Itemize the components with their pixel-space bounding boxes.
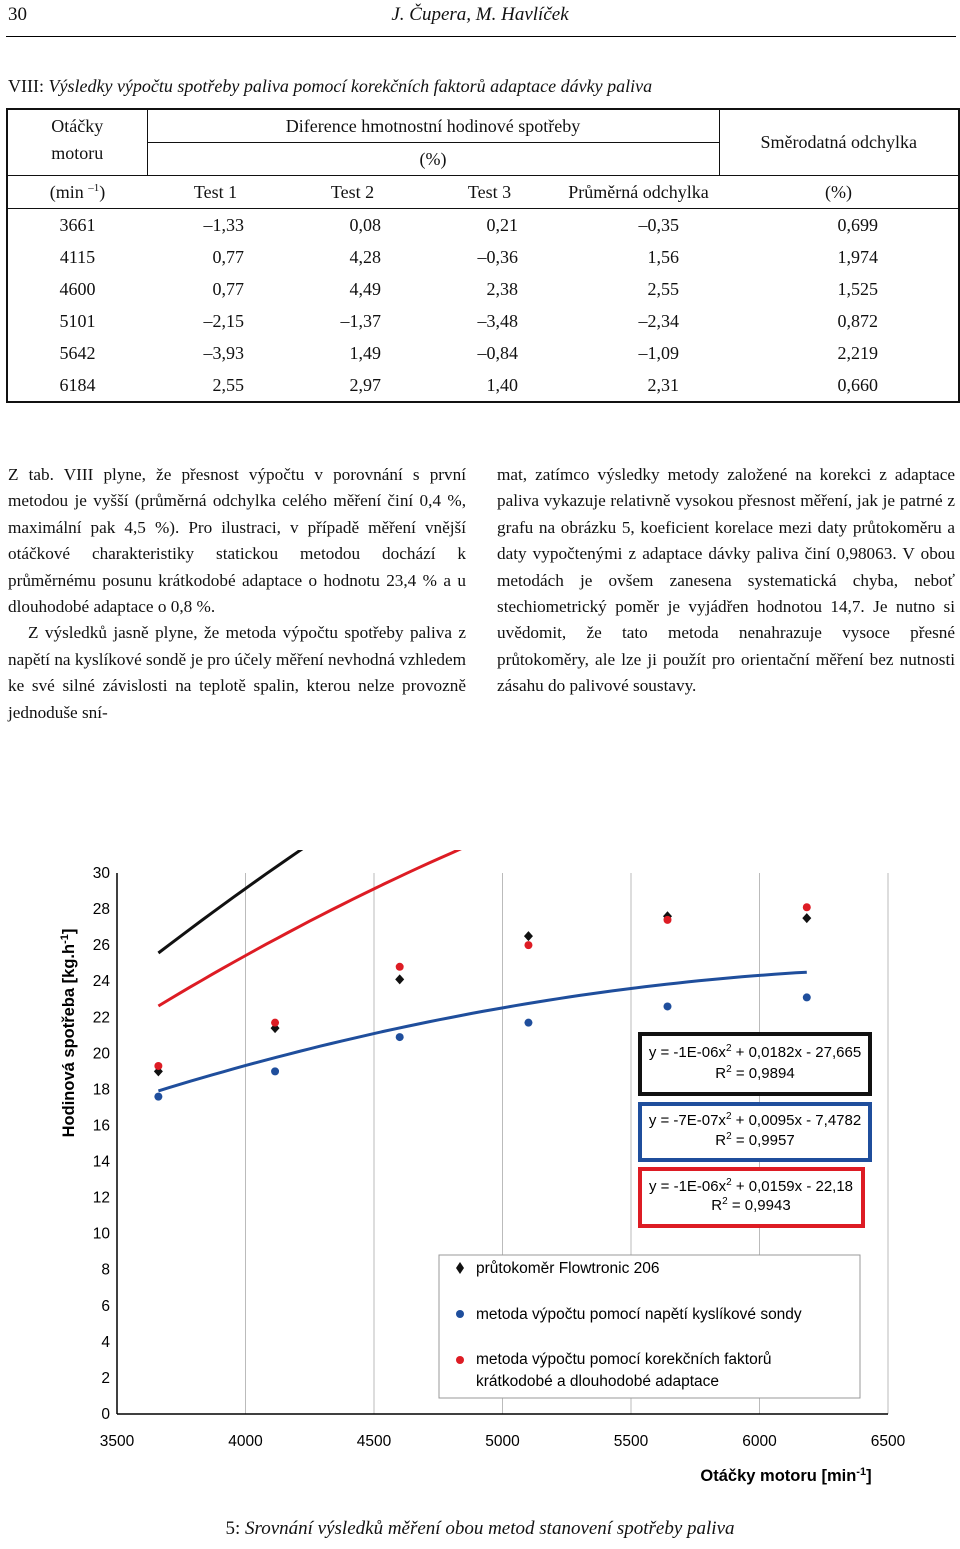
equation-lambda: $y = -7E-07x^2 + 0,0095x - 7,4782$ <box>648 1111 862 1129</box>
data-point <box>154 1062 162 1070</box>
r2-correction: $R^2 = 0,9943$ <box>711 1196 791 1214</box>
header-otacky: Otáčky <box>7 109 147 143</box>
data-point <box>802 913 811 923</box>
header-test3: Test 3 <box>421 176 558 209</box>
table-cell: 2,31 <box>647 374 679 395</box>
table-caption <box>8 76 652 97</box>
equation-correction: $y = -1E-06x^2 + 0,0159x - 22,18$ <box>648 1177 854 1195</box>
table-cell: –2,34 <box>638 310 679 331</box>
table-cell: 4,49 <box>349 278 381 299</box>
legend-label-lambda: metoda výpočtu pomocí napětí kyslíkové sondy <box>476 1306 802 1323</box>
table-cell: 2,55 <box>647 278 679 299</box>
header-smer-unit: (%) <box>719 176 959 209</box>
legend-label-flowtronic: průtokoměr Flowtronic 206 <box>476 1260 660 1277</box>
y-tick-label: 20 <box>92 1045 110 1063</box>
table-cell: 1,974 <box>837 246 878 267</box>
data-point <box>396 963 404 971</box>
table-cell: 5642 <box>59 342 96 363</box>
body-text-left-column <box>8 462 466 726</box>
legend-label-correction-1: metoda výpočtu pomocí korekčních faktorů <box>476 1351 772 1368</box>
table-cell: –3,48 <box>477 310 518 331</box>
y-tick-label: 0 <box>101 1406 110 1423</box>
x-tick-label: 6500 <box>870 1433 906 1450</box>
x-tick-label: 4000 <box>228 1433 263 1450</box>
figure-caption <box>0 1518 960 1540</box>
data-point <box>271 1067 279 1075</box>
paragraph: mat, zatímco výsledky metody založené na korekci z adaptace paliva vykazuje relativně vysokou přesnost měření, jak je patrné z grafu na obrázku 5, koeficient korelace mezi daty průtokoměru a daty vypočtenými z adaptace dávky paliva činí 0,98063. V obou metodách je ovšem zanesena systematická chyba, neboť stechiometrický poměr je vyjádřen hodnotou 14,7. Je nutno si uvědomit, že tato metoda nenahrazuje vysoce přesné průtokoměry, ale lze ji použít pro orientační měření bez nutnosti zásahu do palivové soustavy. <box>497 465 955 696</box>
legend-marker-correction <box>456 1356 464 1364</box>
y-axis-label: Hodinová spotřeba $[kg.h^{-1}]$ <box>59 928 78 1138</box>
data-point <box>396 1033 404 1041</box>
table-cell: 1,49 <box>349 342 381 363</box>
data-point <box>271 1019 279 1027</box>
table-cell: 4600 <box>59 278 96 299</box>
page-number: 30 <box>8 4 27 25</box>
y-tick-label: 6 <box>101 1297 110 1315</box>
body-text-right-column <box>497 462 955 700</box>
data-point <box>154 1093 162 1101</box>
y-tick-label: 12 <box>92 1189 110 1207</box>
header-motoru: motoru <box>7 143 147 176</box>
table-cell: 0,08 <box>349 214 381 235</box>
x-tick-label: 6000 <box>742 1433 777 1450</box>
table-cell: 1,525 <box>837 278 878 299</box>
header-prumerna: Průměrná odchylka <box>558 176 719 209</box>
table-row <box>7 241 959 273</box>
table-cell: –2,15 <box>203 310 244 331</box>
figure-caption-number: 5: <box>225 1518 246 1539</box>
table-cell: –3,93 <box>203 342 244 363</box>
table-row <box>7 273 959 305</box>
header-smerodatna: Směrodatná odchylka <box>719 109 959 176</box>
table-cell: –0,36 <box>477 246 518 267</box>
y-tick-label: 28 <box>92 901 110 919</box>
y-tick-label: 24 <box>92 973 110 991</box>
y-tick-label: 26 <box>92 937 110 955</box>
fit-curve-0 <box>158 850 806 953</box>
y-tick-label: 16 <box>92 1117 110 1135</box>
header-diference: Diference hmotnostní hodinové spotřeby <box>147 109 719 143</box>
header-diference-unit: (%) <box>419 148 447 169</box>
y-tick-label: 4 <box>101 1333 110 1351</box>
table-cell: –1,09 <box>638 342 679 363</box>
equation-box-lambda <box>640 1104 870 1160</box>
table-cell: 0,699 <box>837 214 878 235</box>
y-tick-label: 18 <box>92 1081 110 1099</box>
y-tick-label: 14 <box>92 1153 110 1171</box>
table-cell: 1,40 <box>486 374 518 395</box>
x-tick-label: 3500 <box>99 1433 135 1450</box>
y-tick-label: 10 <box>92 1225 110 1243</box>
table-cell: –1,33 <box>203 214 244 235</box>
table-cell: 0,77 <box>212 246 244 267</box>
equation-box-correction <box>640 1169 863 1226</box>
paragraph: Z výsledků jasně plyne, že metoda výpočtu spotřeby paliva z napětí na kyslíkové sondě je pro účely měření nevhodná vzhledem ke své silné závislosti na teplotě spalin, kterou nelze provozně jednoduše sní- <box>8 623 466 722</box>
data-point <box>395 974 404 984</box>
table-row <box>7 209 959 242</box>
table-cell: 4,28 <box>349 246 381 267</box>
table-cell: –0,84 <box>477 342 518 363</box>
fit-curve-2 <box>158 850 806 1006</box>
results-table <box>6 108 960 403</box>
header-rule <box>6 36 956 37</box>
fuel-consumption-chart <box>0 850 960 1500</box>
equation-box-flowtronic <box>640 1034 870 1094</box>
table-cell: –0,35 <box>638 214 679 235</box>
x-tick-label: 5500 <box>613 1433 649 1450</box>
y-tick-label: 8 <box>101 1261 110 1279</box>
data-point <box>803 993 811 1001</box>
data-point <box>524 931 533 941</box>
table-cell: 2,97 <box>349 374 381 395</box>
header-test1: Test 1 <box>147 176 284 209</box>
x-tick-label: 5000 <box>485 1433 520 1450</box>
table-cell: 0,872 <box>837 310 878 331</box>
x-tick-label: 4500 <box>356 1433 392 1450</box>
table-cell: 2,219 <box>837 342 878 363</box>
equation-flowtronic: $y = -1E-06x^2 + 0,0182x - 27,665$ <box>648 1043 862 1061</box>
table-cell: 2,38 <box>486 278 518 299</box>
running-header-authors: J. Čupera, M. Havlíček <box>391 4 569 25</box>
table-cell: 1,56 <box>647 246 679 267</box>
legend-label-correction-2: krátkodobé a dlouhodobé adaptace <box>476 1373 720 1390</box>
table-cell: 5101 <box>59 310 96 331</box>
table-caption-number: VIII: <box>8 76 49 96</box>
table-cell: 6184 <box>59 374 96 395</box>
r2-lambda: $R^2 = 0,9957$ <box>715 1131 795 1149</box>
table-cell: 3661 <box>59 214 96 235</box>
data-point <box>524 1019 532 1027</box>
x-tick-labels <box>100 1433 906 1450</box>
y-tick-label: 30 <box>92 865 110 882</box>
header-min: (min $^{-1}$) <box>7 176 147 209</box>
table-cell: 0,21 <box>486 214 518 235</box>
table-row <box>7 337 959 369</box>
chart-legend <box>439 1255 860 1398</box>
table-cell: 4115 <box>59 246 96 267</box>
table-row <box>7 305 959 337</box>
legend-marker-lambda <box>456 1310 464 1318</box>
table-cell: –1,37 <box>340 310 381 331</box>
figure-caption-title: Srovnání výsledků měření obou metod stanovení spotřeby paliva <box>245 1518 735 1539</box>
x-axis-label: Otáčky motoru $[\min^{-1}]$ <box>700 1466 872 1485</box>
table-cell: 0,660 <box>837 374 878 395</box>
data-point <box>663 1002 671 1010</box>
y-tick-label: 22 <box>92 1009 110 1027</box>
r2-flowtronic: $R^2 = 0,9894$ <box>715 1064 795 1082</box>
paragraph: Z tab. VIII plyne, že přesnost výpočtu v porovnání s první metodou je vyšší (průměrná odchylka celého měření činí 0,4 %, maximální pak 4,5 %). Pro ilustraci, v případě měření vnější otáčkové charakteristiky statickou metodou dochází k průměrnému posunu krátkodobé adaptace o hodnotu 23,4 % a u dlouhodobé adaptace o 0,8 %. <box>8 465 466 617</box>
table-caption-title: Výsledky výpočtu spotřeby paliva pomocí korekčních faktorů adaptace dávky paliva <box>48 76 653 96</box>
y-tick-labels <box>93 865 111 1423</box>
data-point <box>524 941 532 949</box>
table-cell: 0,77 <box>212 278 244 299</box>
table-row <box>7 369 959 402</box>
data-point <box>663 916 671 924</box>
table-cell: 2,55 <box>212 374 244 395</box>
data-point <box>803 903 811 911</box>
header-test2: Test 2 <box>284 176 421 209</box>
y-tick-label: 2 <box>101 1369 110 1387</box>
